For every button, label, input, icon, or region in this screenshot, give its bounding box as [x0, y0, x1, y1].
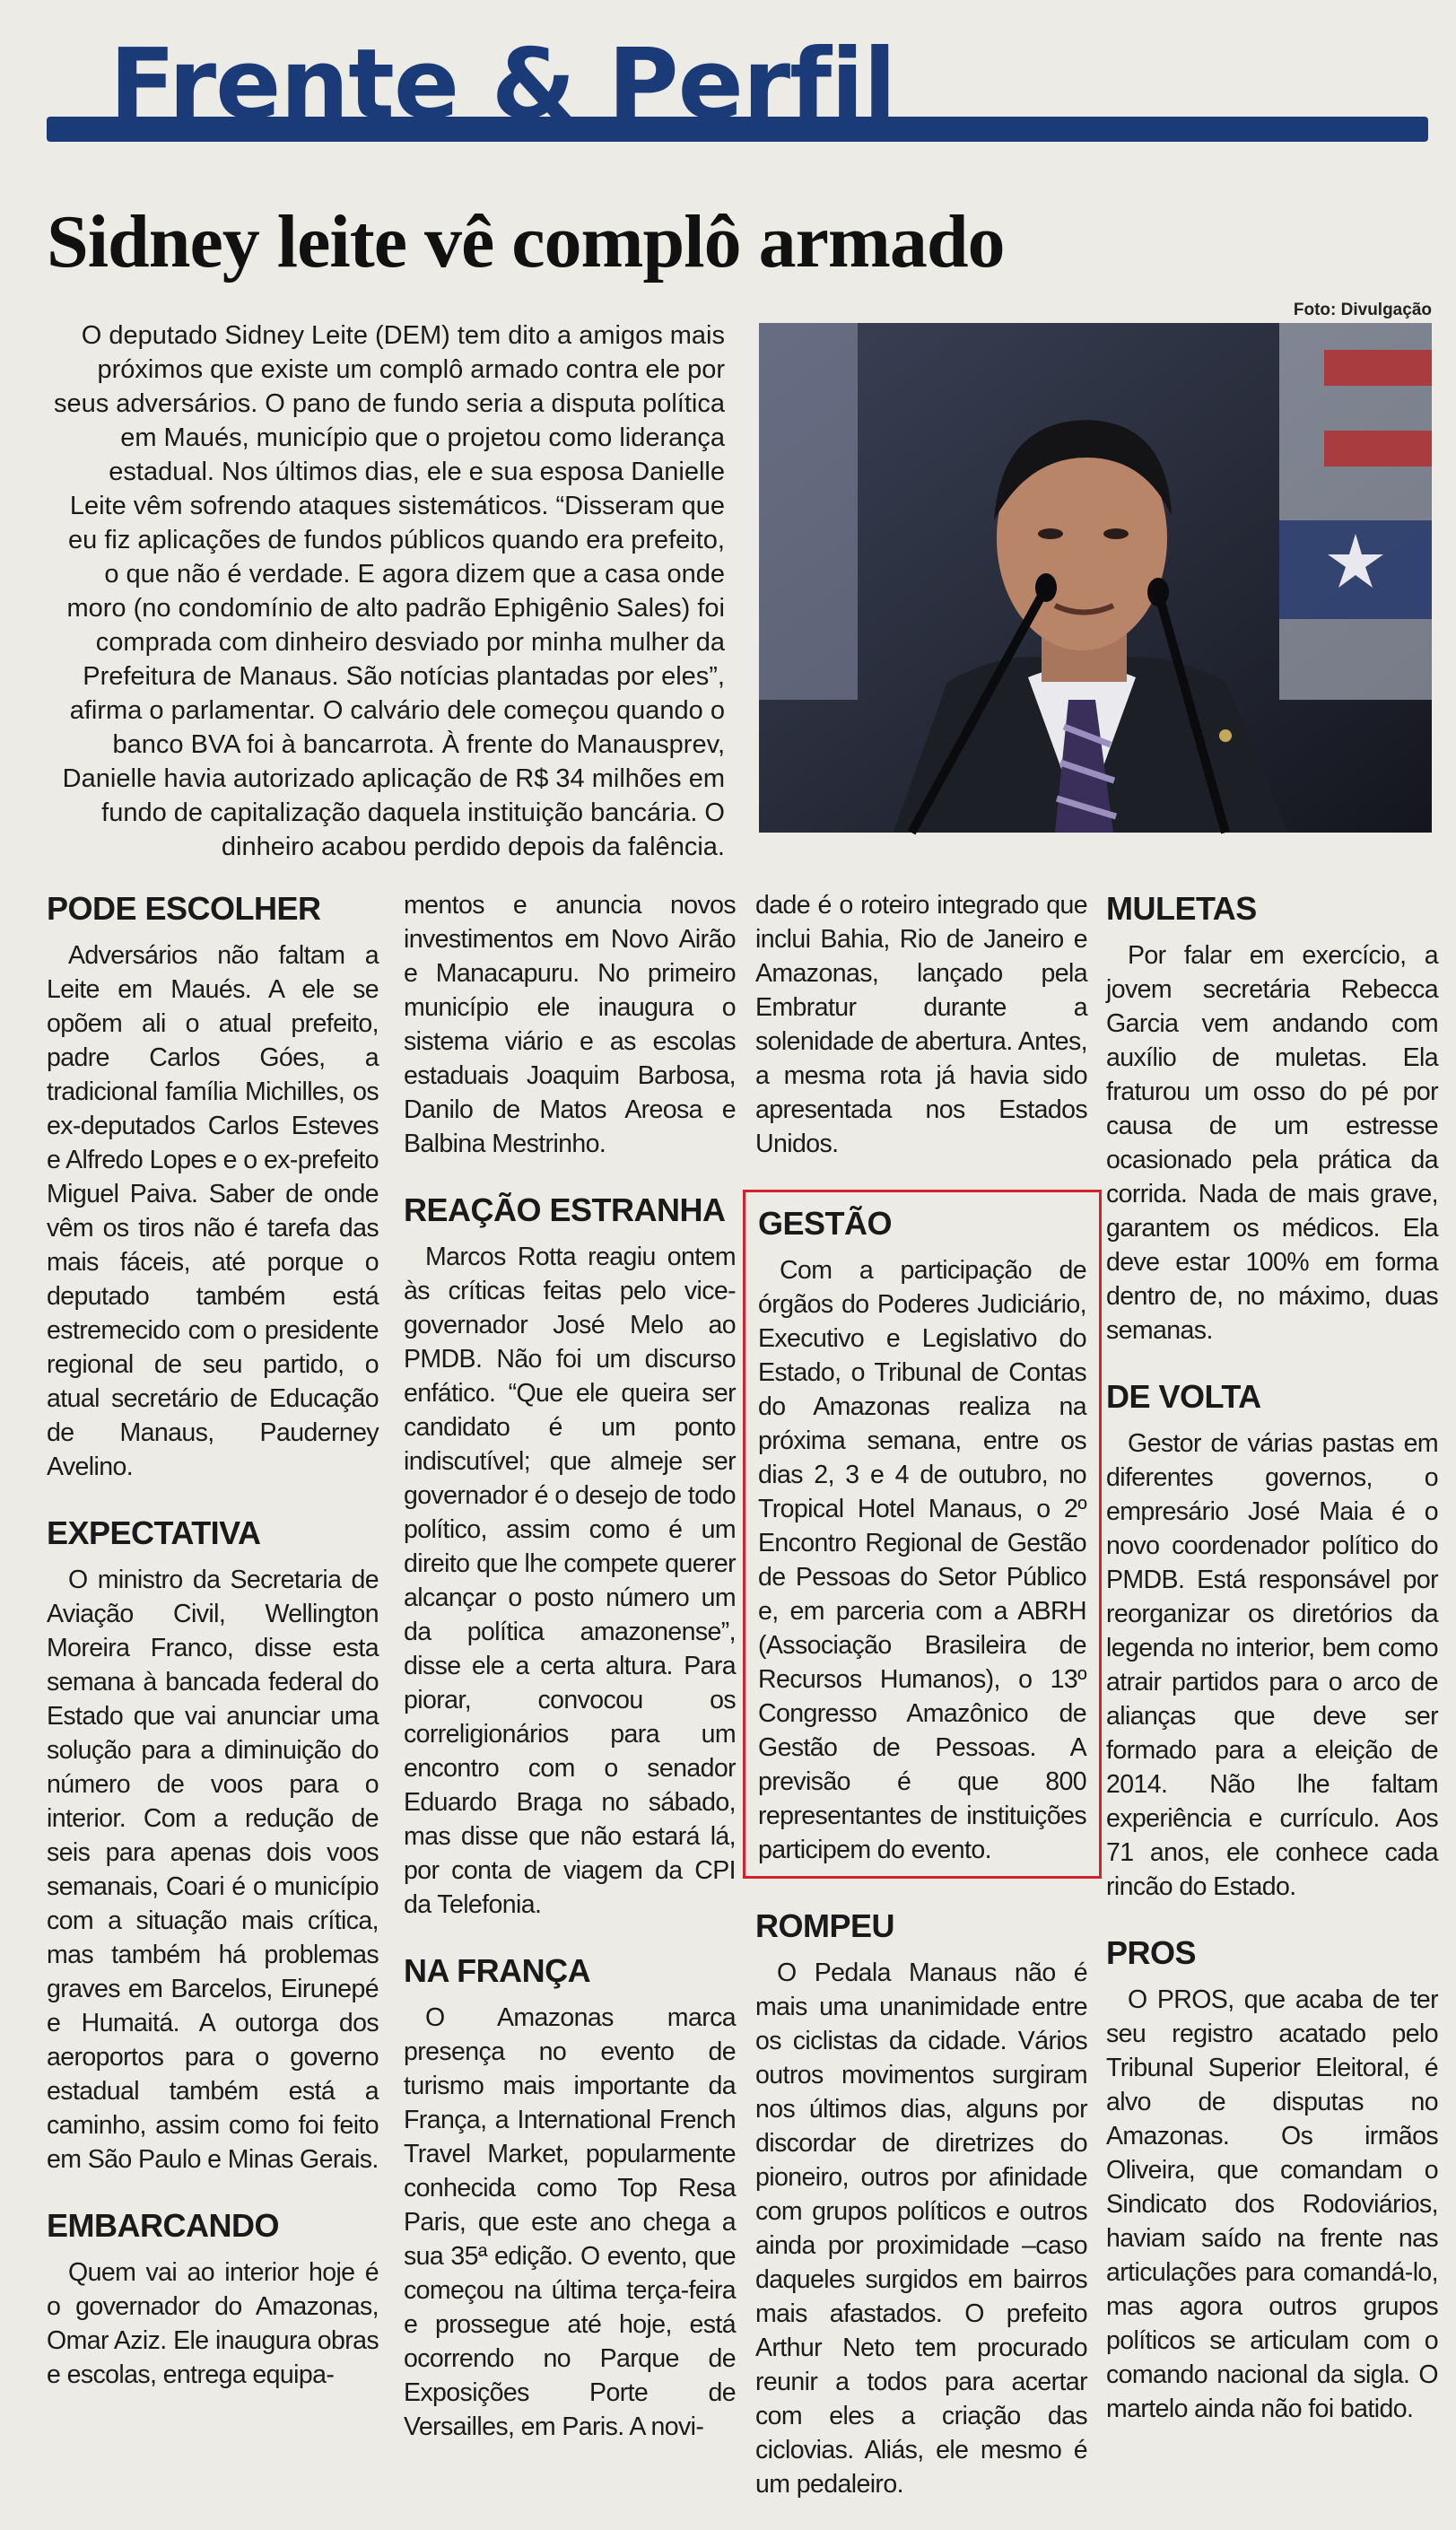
- brief-heading: PODE ESCOLHER: [47, 890, 321, 927]
- brief-continuation: [404, 888, 736, 1161]
- brief-heading: DE VOLTA: [1106, 1378, 1261, 1415]
- brief-text: O PROS, que acaba de ter seu registro acatado pelo Tribunal Superior Eleitoral, é alvo de disputas no Amazonas. Os irmãos Oliveira, que comandam o Sindicato dos Rodoviários, haviam saído na frente nas articulações para comandá-lo, mas agora outros grupos políticos se articulam com o comando nacional da sigla. O martelo ainda não foi batido.: [1106, 1985, 1438, 2423]
- brief-muletas: [1106, 888, 1438, 1348]
- brief-rompeu: [755, 1906, 1087, 2501]
- article-headline: Sidney leite vê complô armado: [47, 200, 1005, 284]
- brief-pros: [1106, 1932, 1438, 2426]
- brief-text: Adversários não faltam a Leite em Maués. A ele se opõem ali o atual prefeito, padre Carlos Góes, a tradicional família Michilles, os ex-deputados Carlos Esteves e Alfredo Lopes e o ex-prefeito Miguel Paiva. Saber de onde vêm os tiros não é tarefa das mais fáceis, até porque o deputado também está estremecido com o presidente regional de seu partido, o atual secretário de Educação de Manaus, Pauderney Avelino.: [47, 941, 379, 1481]
- brief-embarcando: [47, 2205, 379, 2392]
- photo-credit: Foto: Divulgação: [1293, 301, 1432, 319]
- section-masthead: [47, 27, 1428, 153]
- brief-text: dade é o roteiro integrado que inclui Bahia, Rio de Janeiro e Amazonas, lançado pela Embratur durante a solenidade de abertura. Antes, a mesma rota já havia sido apresentada nos Estados Unidos.: [755, 891, 1087, 1158]
- brief-text: mentos e anuncia novos investimentos em Novo Airão e Manacapuru. No primeiro município ele inaugura o sistema viário e as escolas estaduais Joaquim Barbosa, Danilo de Matos Areosa e Balbina Mestrinho.: [404, 891, 736, 1158]
- brief-text: Com a participação de órgãos do Poderes Judiciário, Executivo e Legislativo do Estado, o Tribunal de Contas do Amazonas realiza na próxima semana, entre os dias 2, 3 e 4 de outubro, no Tropical Hotel Manaus, o 2º Encontro Regional de Gestão de Pessoas do Setor Público e, em parceria com a ABRH (Associação Brasileira de Recursos Humanos), o 13º Congresso Amazônico de Gestão de Pessoas. A previsão é que 800 representantes de instituições participem do evento.: [758, 1256, 1086, 1864]
- brief-heading: EMBARCANDO: [47, 2207, 279, 2244]
- brief-na-franca: [404, 1950, 736, 2444]
- brief-text: Marcos Rotta reagiu ontem às críticas feitas pelo vice-governador José Melo ao PMDB. Não foi um discurso enfático. “Que ele queira ser candidato é um ponto indiscutível; que almeje ser governador é o desejo de todo político, assim como é um direito que lhe compete querer alcançar o posto número um da política amazonense”, disse ele a certa altura. Para piorar, convocou os correligionários para um encontro com o senador Eduardo Braga no sábado, mas disse que não estará lá, por conta de viagem da CPI da Telefonia.: [404, 1243, 736, 1919]
- brief-pode-escolher: [47, 888, 379, 1484]
- brief-heading: EXPECTATIVA: [47, 1514, 261, 1551]
- brief-text: O Pedala Manaus não é mais uma unanimidade entre os ciclistas da cidade. Vários outros movimentos surgiram nos últimos dias, alguns por discordar de diretrizes do pioneiro, outros por afinidade com grupos políticos e outros ainda por proximidade –caso daqueles surgidos em bairros mais afastados. O prefeito Arthur Neto tem procurado reunir a todos para acertar com eles a criação das ciclovias. Aliás, ele mesmo é um pedaleiro.: [755, 1959, 1087, 2499]
- brief-text: O ministro da Secretaria de Aviação Civil, Wellington Moreira Franco, disse esta semana à bancada federal do Estado que vai anunciar uma solução para a diminuição do número de voos para o interior. Com a redução de seis para apenas dois voos semanais, Coari é o município com a situação mais crítica, mas também há problemas graves em Barcelos, Eirunepé e Humaitá. A outorga dos aeroportos para o governo estadual também está a caminho, assim como foi feito em São Paulo e Minas Gerais.: [47, 1566, 379, 2174]
- brief-de-volta: [1106, 1376, 1438, 1904]
- brief-text: Gestor de várias pastas em diferentes governos, o empresário José Maia é o novo coordenador político do PMDB. Está responsável por reorganizar os diretórios da legenda no interior, bem como atrair partidos para o arco de alianças que deve ser formado para a eleição de 2014. Não lhe faltam experiência e currículo. Aos 71 anos, ele conhece cada rincão do Estado.: [1106, 1429, 1438, 1901]
- brief-text: Por falar em exercício, a jovem secretária Rebecca Garcia vem andando com auxílio de muletas. Ela fraturou um osso do pé por causa de um estresse ocasionado pela prática da corrida. Nada de mais grave, garantem os médicos. Ela deve estar 100% em forma dentro de, no máximo, duas semanas.: [1106, 941, 1438, 1345]
- section-title: Frente & Perfil: [109, 29, 896, 141]
- lead-paragraph: O deputado Sidney Leite (DEM) tem dito a amigos mais próximos que existe um complô armado contra ele por seus adversários. O pano de fundo seria a disputa política em Maués, município que o projetou como liderança estadual. Nos últimos dias, ele e sua esposa Danielle Leite vêm sofrendo ataques sistemáticos. “Disseram que eu fiz aplicações de fundos públicos quando era prefeito, o que não é verdade. E agora dizem que a casa onde moro (no condomínio de alto padrão Ephigênio Sales) foi comprada com dinheiro desviado por minha mulher da Prefeitura de Manaus. São notícias plantadas por eles”, afirma o parlamentar. O calvário dele começou quando o banco BVA foi à bancarrota. À frente do Manausprev, Danielle havia autorizado aplicação de R$ 34 milhões em fundo de capitalização daquela instituição bancária. O dinheiro acabou perdido depois da falência.: [53, 321, 725, 861]
- brief-heading: GESTÃO: [758, 1205, 893, 1242]
- brief-text: Quem vai ao interior hoje é o governador do Amazonas, Omar Aziz. Ele inaugura obras e escolas, entrega equipa-: [47, 2258, 379, 2389]
- article-photo: [759, 323, 1432, 833]
- brief-expectativa: [47, 1513, 379, 2177]
- brief-continuation: [755, 888, 1087, 1161]
- brief-reacao-estranha: [404, 1190, 736, 1922]
- brief-gestao-highlighted: [743, 1190, 1102, 1879]
- brief-text: O Amazonas marca presença no evento de turismo mais importante da França, a International French Travel Market, popularmente conhecida como Top Resa Paris, que este ano chega a sua 35ª edição. O evento, que começou na última terça-feira e prossegue até hoje, está ocorrendo no Parque de Exposições Porte de Versailles, em Paris. A novi-: [404, 2003, 736, 2441]
- brief-heading: MULETAS: [1106, 890, 1257, 927]
- brief-heading: PROS: [1106, 1934, 1197, 1971]
- brief-heading: REAÇÃO ESTRANHA: [404, 1191, 726, 1228]
- column-3: [755, 888, 1087, 2530]
- column-1: [47, 888, 379, 2421]
- column-2: [404, 888, 736, 2473]
- politician-photo-illustration: [759, 323, 1432, 833]
- column-4: [1106, 888, 1438, 2455]
- brief-heading: ROMPEU: [755, 1907, 895, 1944]
- brief-heading: NA FRANÇA: [404, 1952, 591, 1989]
